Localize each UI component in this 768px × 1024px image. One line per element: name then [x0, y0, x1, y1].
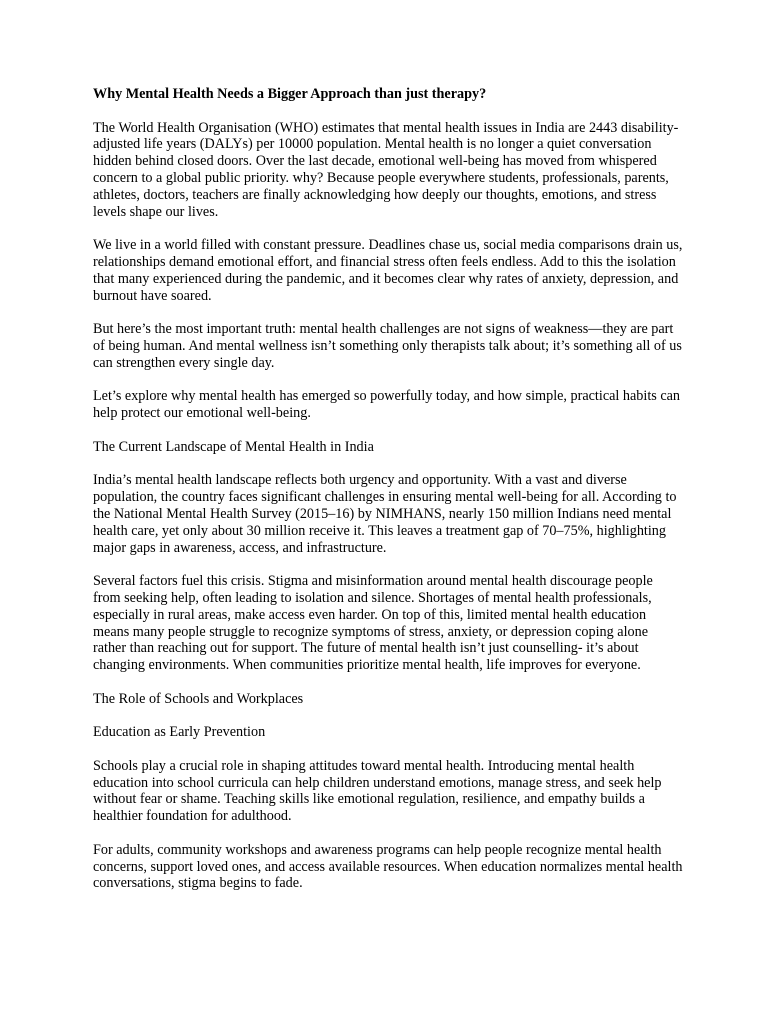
section-heading-role: The Role of Schools and Workplaces	[93, 690, 304, 707]
document-title: Why Mental Health Needs a Bigger Approach than just therapy?	[93, 86, 487, 102]
subsection-heading-education: Education as Early Prevention	[93, 724, 266, 741]
education-paragraph-2: For adults, community workshops and awareness programs can help people recognize mental health concerns, support loved ones, and access available resources. When education normalizes mental health conversations, stigma begins to fade.	[93, 841, 683, 892]
document-page	[93, 86, 683, 909]
intro-paragraph-1: The World Health Organisation (WHO) estimates that mental health issues in India are 2443 disability-adjusted life years (DALYs) per 10000 population. Mental health is no longer a quiet conversation hidden behind closed doors. Over the last decade, emotional well-being has moved from whispered concern to a global public priority. why? Because people everywhere students, professionals, parents, athletes, doctors, teachers are finally acknowledging how deeply our thoughts, emotions, and stress levels shape our lives.	[93, 119, 679, 220]
intro-paragraph-2: We live in a world filled with constant pressure. Deadlines chase us, social media comparisons drain us, relationships demand emotional effort, and financial stress often feels endless. Add to this the isolation that many experienced during the pandemic, and it becomes clear why rates of anxiety, depression, and burnout have soared.	[93, 237, 683, 304]
landscape-paragraph-1: India’s mental health landscape reflects both urgency and opportunity. With a vast and diverse population, the country faces significant challenges in ensuring mental well-being for all. According to the National Mental Health Survey (2015–16) by NIMHANS, nearly 150 million Indians need mental health care, yet only about 30 million receive it. This leaves a treatment gap of 70–75%, highlighting major gaps in awareness, access, and infrastructure.	[93, 472, 677, 556]
education-paragraph-1: Schools play a crucial role in shaping attitudes toward mental health. Introducing mental health education into school curricula can help children understand emotions, manage stress, and seek help without fear or shame. Teaching skills like emotional regulation, resilience, and empathy builds a healthier foundation for adulthood.	[93, 757, 662, 825]
intro-paragraph-4: Let’s explore why mental health has emerged so powerfully today, and how simple, practical habits can help protect our emotional well-being.	[93, 388, 681, 422]
section-heading-landscape: The Current Landscape of Mental Health in India	[93, 438, 374, 455]
intro-paragraph-3: But here’s the most important truth: mental health challenges are not signs of weakness—they are part of being human. And mental wellness isn’t something only therapists talk about; it’s something all of us can strengthen every single day.	[93, 321, 682, 371]
landscape-paragraph-2: Several factors fuel this crisis. Stigma and misinformation around mental health discourage people from seeking help, often leading to isolation and silence. Shortages of mental health professionals, especially in rural areas, make access even harder. On top of this, limited mental health education means many people struggle to recognize symptoms of stress, anxiety, or depression coping alone rather than reaching out for support. The future of mental health isn’t just counselling- it’s about changing environments. When communities prioritize mental health, life improves for everyone.	[93, 573, 653, 674]
